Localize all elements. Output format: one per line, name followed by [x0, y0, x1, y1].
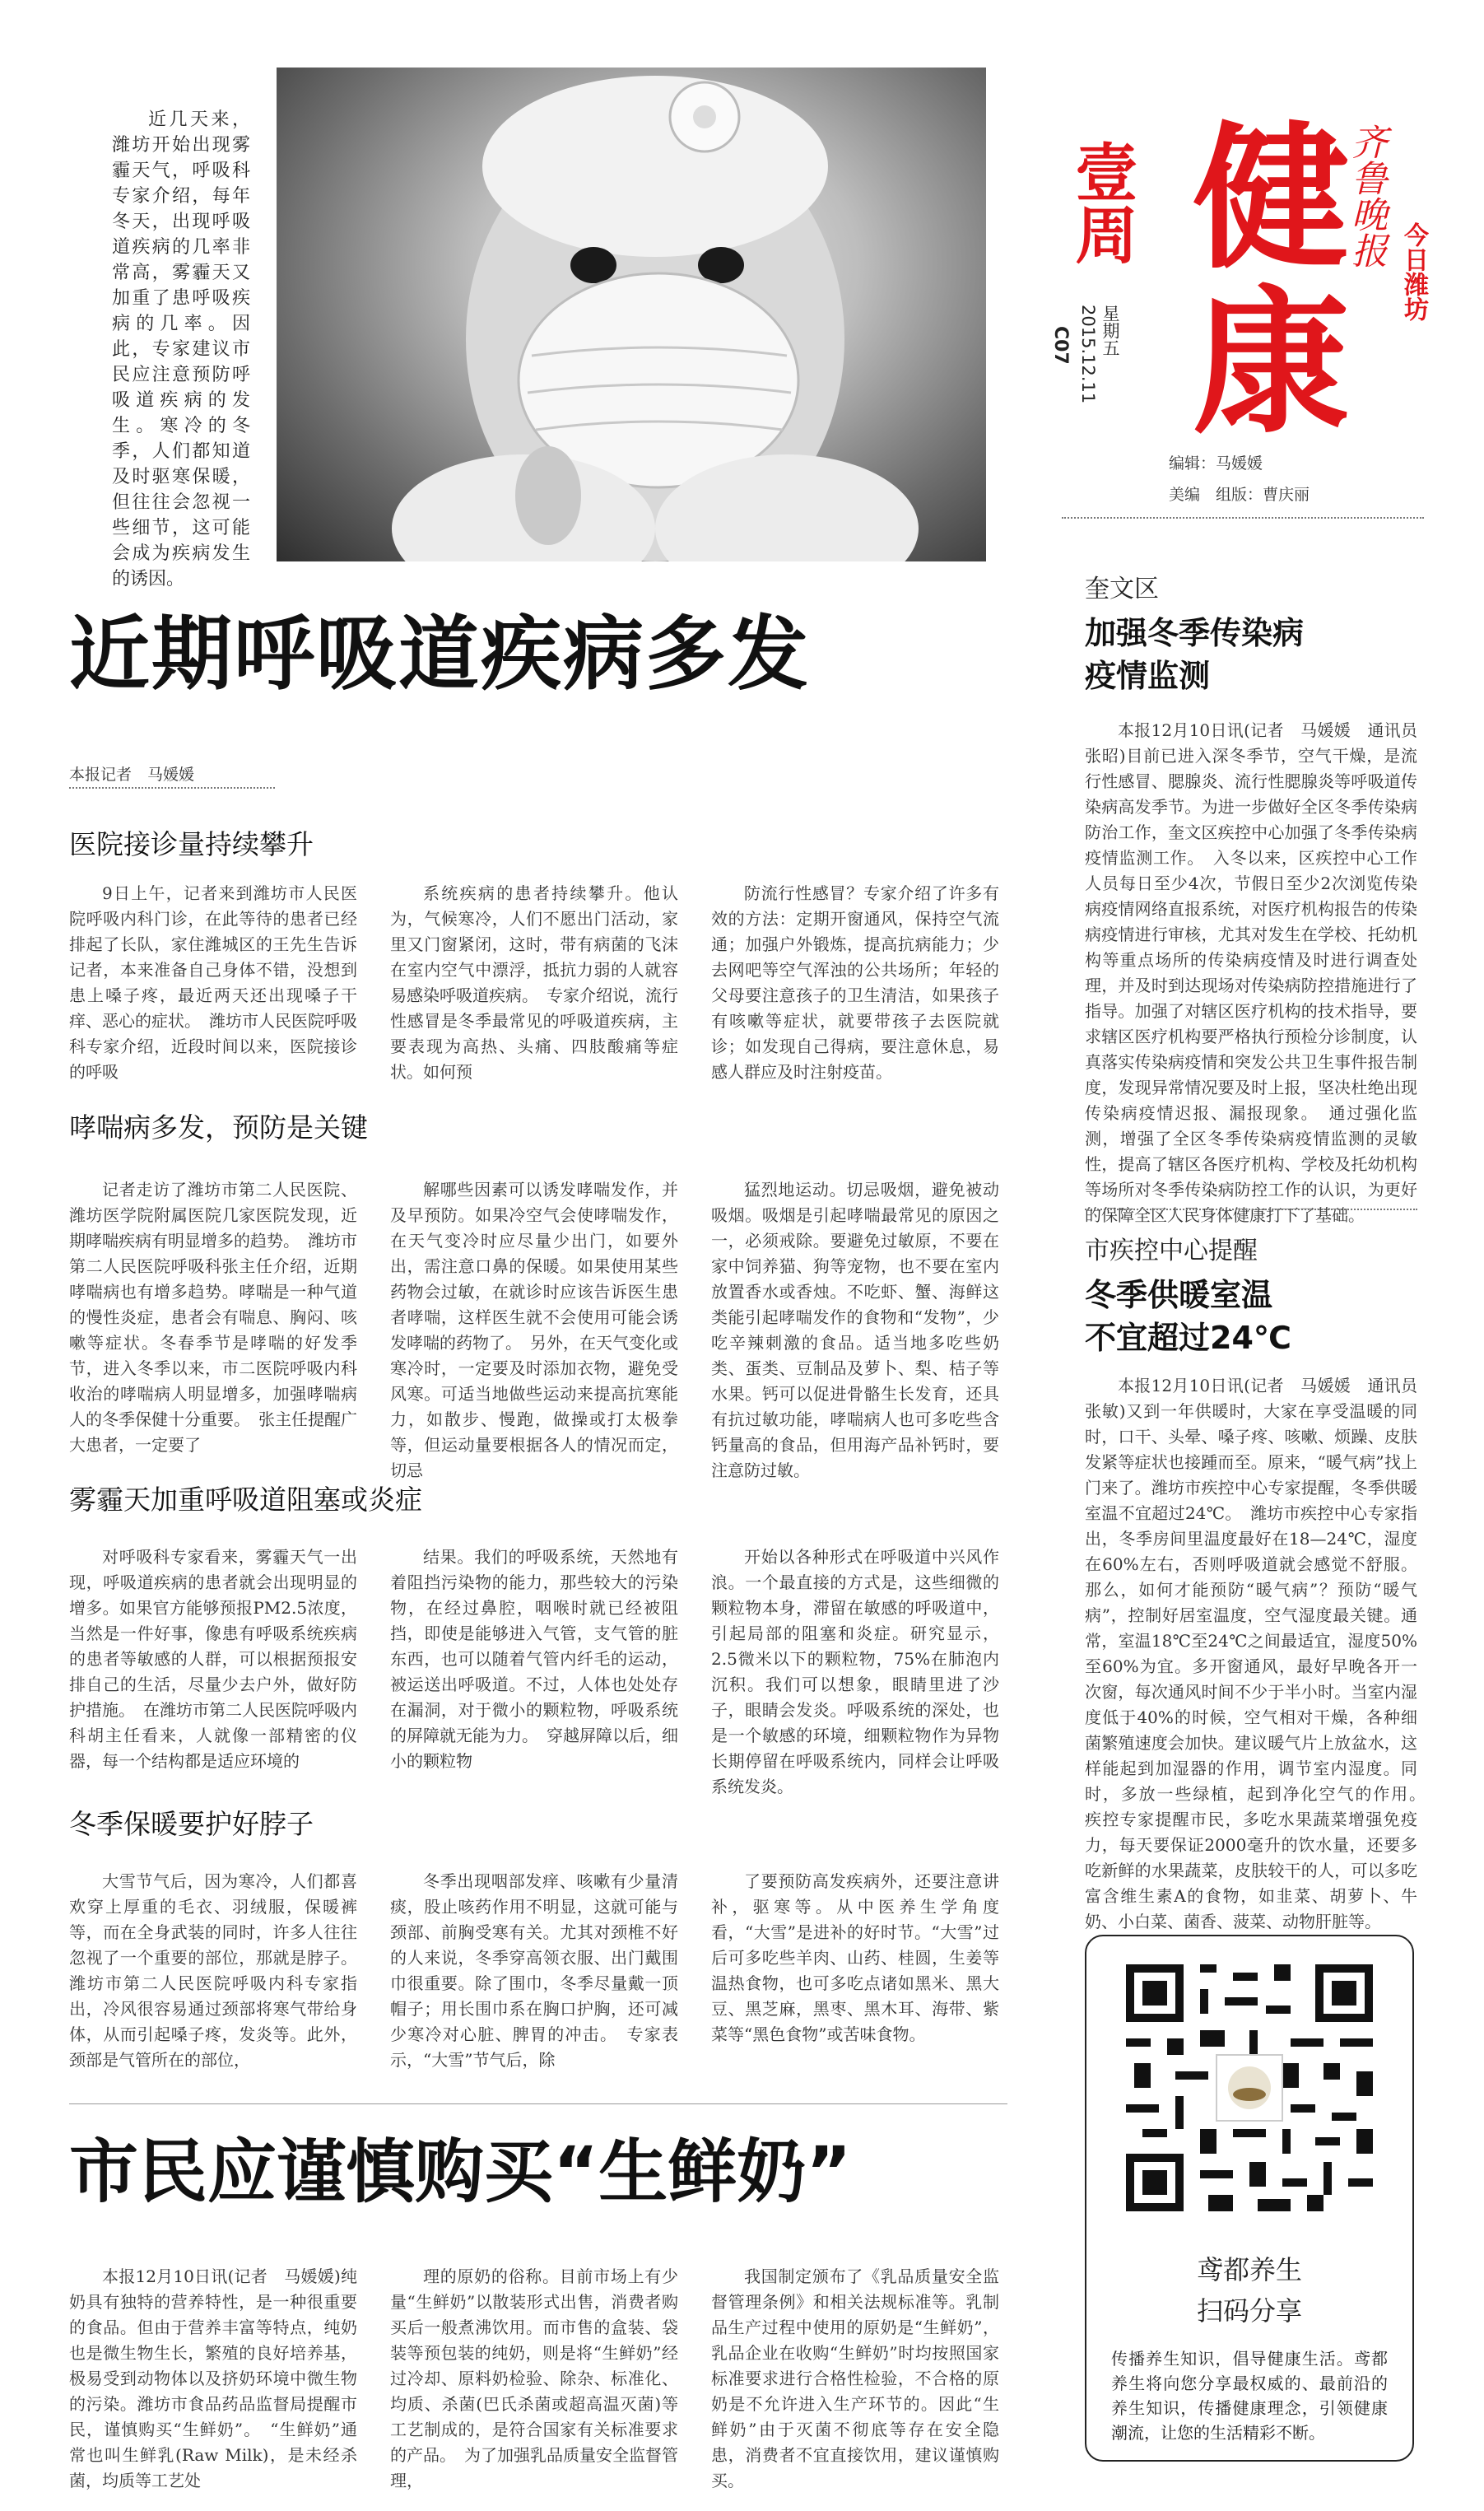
side1-body: 本报12月10日讯(记者 马媛媛 通讯员 张昭)目前已进入深冬季节，空气干燥，是流行性感冒、腮腺炎、流行性腮腺炎等呼吸道传染病高发季节。为进一步做好全区冬季传染病防治工作，奎文区疾控中心加强了冬季传染病疫情监测工作。 入冬以来，区疾控中心工作人员每日至少4次，节假日至少2次浏览传染病疫情网络直报系统，对医疗机构报告的传染病疫情进行审核，尤其对发生在学校、托幼机构等重点场所的传染病疫情及时进行调查处理，并及时到达现场对传染病防控措施进行了指导。加强了对辖区医疗机构的技术指导，要求辖区医疗机构要严格执行预检分诊制度，认真落实传染病疫情和突发公共卫生事件报告制度，发现异常情况要及时上报，坚决杜绝出现传染病疫情迟报、漏报现象。 通过强化监测，增强了全区冬季传染病疫情监测的灵敏性，提高了辖区各医疗机构、学校及托幼机构等场所对冬季传染病防控工作的认识，为更好的保障全区人民身体健康打下了基础。 — [1085, 720, 1434, 1225]
side1-title-line1: 加强冬季传染病 — [1085, 615, 1305, 651]
weekday: 星期五 — [1100, 305, 1120, 356]
side2-body: 本报12月10日讯(记者 马媛媛 通讯员 张敏)又到一年供暖时，大家在享受温暖的同时，口干、头晕、嗓子疼、咳嗽、烦躁、皮肤发紧等症状也接踵而至。原来，“暖气病”找上门来了。潍坊市疾控中心专家提醒，冬季供暖室温不宜超过24℃。 潍坊市疾控中心专家指出，冬季房间里温度最好在18—24℃，湿度在60%左右，否则呼吸道就会感觉不舒服。那么，如何才能预防“暖气病”？预防“暖气病”，控制好居室温度，空气湿度最关键。通常，室温18℃至24℃之间最适宜，湿度50%至60%为宜。多开窗通风，最好早晚各开一次窗，每次通风时间不少于半小时。当室内湿度低于40%的时候，空气相对干燥，各种细菌繁殖速度会加快。建议暖气片上放盆水，这样能起到加湿器的作用，调节室内湿度。同时，多放一些绿植，起到净化空气的作用。 疾控专家提醒市民，多吃水果蔬菜增强免疫力，每天要保证2000毫升的饮水量，还要多吃新鲜的水果蔬菜，皮肤较干的人，可以多吃富含维生素A的食物，如韭菜、胡萝卜、牛奶、小白菜、菌香、菠菜、动物肝脏等。 — [1085, 1376, 1434, 1931]
section4-col1: 大雪节气后，因为寒冷，人们都喜欢穿上厚重的毛衣、羽绒服，保暖裤等，而在全身武装的同时，许多人往往忽视了一个重要的部位，那就是脖子。潍坊市第二人民医院呼吸内科专家指出，冷风很容易通过颈部将寒气带给身体，从而引起嗓子疼，发炎等。此外，颈部是气管所在的部位， — [69, 1871, 357, 2070]
side1-title-line2: 疫情监测 — [1085, 658, 1211, 694]
section-title-2: 哮喘病多发，预防是关键 — [69, 1111, 368, 1144]
milk-col3: 我国制定颁布了《乳品质量安全监督管理条例》和相关法规标准等。乳制品生产过程中使用的原奶是“生鲜奶”，乳品企业在收购“生鲜奶”时均按照国家标准要求进行合格性检验，不合格的原奶是不允许进入生产环节的。因此“生鲜奶”由于灭菌不彻底等存在安全隐患，消费者不宜直接饮用，建议谨慎购买。 — [711, 2266, 999, 2490]
section3-col2: 结果。我们的呼吸系统，天然地有着阻挡污染物的能力，那些较大的污染物，在经过鼻腔，咽喉时就已经被阻挡，即使是能够进入气管，支气管的脏东西，也可以随着气管内纤毛的运动，被运送出呼吸道。不过，人体也处处存在漏洞，对于微小的颗粒物，呼吸系统的屏障就无能为力。 穿越屏障以后，细小的颗粒物 — [390, 1547, 678, 1771]
main-headline: 近期呼吸道疾病多发 — [69, 608, 811, 701]
qr-code-graphic — [1126, 1964, 1373, 2211]
baby-mask-photo — [277, 68, 986, 561]
section3-col3: 开始以各种形式在呼吸道中兴风作浪。一个最直接的方式是，这些细微的颗粒物本身，滞留在敏感的呼吸道中，引起局部的阻塞和炎症。研究显示，2.5微米以下的颗粒物，75%在肺泡内沉积。我们可以想象，眼睛里进了沙子，眼睛会发炎。呼吸系统的深处，也是一个敏感的环境，细颗粒物作为异物长期停留在呼吸系统内，同样会让呼吸系统发炎。 — [711, 1547, 999, 1796]
section3-col1: 对呼吸科专家看来，雾霾天气一出现，呼吸道疾病的患者就会出现明显的增多。如果官方能够预报PM2.5浓度，当然是一件好事，像患有呼吸系统疾病的患者等敏感的人群，可以根据预报安排自己的生活，尽量少去户外，做好防护措施。 在潍坊市第二人民医院呼吸内科胡主任看来，人就像一部精密的仪器，每一个结构都是适应环境的 — [69, 1547, 357, 1771]
side2-title-line2: 不宜超过24℃ — [1085, 1320, 1291, 1356]
section4-col3: 了要预防高发疾病外，还要注意讲补，驱寒等。从中医养生学角度看，“大雪”是进补的好时节。“大雪”过后可多吃些羊肉、山药、桂圆，生姜等温热食物，也可多吃点诸如黑米、黑大豆、黑芝麻，黑枣、黑木耳、海带、紫菜等“黑色食物”或苦味食物。 — [711, 1871, 999, 2044]
page-number: C07 — [1050, 326, 1071, 365]
qr-slogan: 传播养生知识，倡导健康生活。鸢都养生将向您分享最权威的、最前沿的养生知识，传播健康理念，引领健康潮流，让您的生活精彩不断。 — [1111, 2349, 1388, 2443]
paper-name-logo: 齐鲁晚报 — [1345, 123, 1387, 268]
baby-illustration — [277, 68, 986, 561]
milk-headline: 市民应谨慎购买“生鲜奶” — [69, 2131, 852, 2212]
side2-kicker: 市疾控中心提醒 — [1085, 1237, 1258, 1265]
designer-credit: 美编 组版：曹庆丽 — [1169, 486, 1310, 504]
milk-divider — [69, 2103, 1007, 2104]
section2-col2: 解哪些因素可以诱发哮喘发作，并及早预防。如果冷空气会使哮喘发作，在天气变冷时应尽量少出门，如要外出，需注意口鼻的保暖。如果使用某些药物会过敏，在就诊时应该告诉医生患者哮喘，这样医生就不会使用可能会诱发哮喘的药物了。 另外，在天气变化或寒冷时，一定要及时添加衣物，避免受风寒。可适当地做些运动来提高抗寒能力，如散步、慢跑，做操或打太极拳等，但运动量要根据各人的情况而定，切忌 — [390, 1180, 678, 1480]
edition-name: 今日潍坊 — [1399, 222, 1428, 321]
section2-col1: 记者走访了潍坊市第二人民医院、潍坊医学院附属医院几家医院发现，近期哮喘疾病有明显增多的趋势。 潍坊市第二人民医院呼吸科张主任介绍，近期哮喘病也有增多趋势。哮喘是一种气道的慢性炎症，患者会有喘息、胸闷、咳嗽等症状。冬春季节是哮喘的好发季节，进入冬季以来，市二医院呼吸内科收治的哮喘病人明显增多，加强哮喘病人的冬季保健十分重要。 张主任提醒广大患者，一定要了 — [69, 1180, 357, 1455]
section-title-4: 冬季保暖要护好脖子 — [69, 1808, 314, 1840]
weekly-label: 壹周 — [1065, 140, 1138, 265]
section-title-1: 医院接诊量持续攀升 — [69, 828, 314, 860]
qr-code[interactable] — [1126, 1964, 1373, 2211]
section4-col2: 冬季出现咽部发痒、咳嗽有少量清痰，股止咳药作用不明显，这就可能与颈部、前胸受寒有关。尤其对颈椎不好的人来说，冬季穿高领衣服、出门戴围巾很重要。除了围巾，冬季尽量戴一顶帽子；用长围巾系在胸口护胸，还可减少寒冷对心脏、脾胃的冲击。 专家表示，“大雪”节气后，除 — [390, 1871, 678, 2070]
section-title-3: 雾霾天加重呼吸道阻塞或炎症 — [69, 1484, 422, 1516]
milk-col1: 本报12月10日讯(记者 马媛媛)纯奶具有独特的营养特性，是一种很重要的食品。但由于营养丰富等特点，纯奶也是微生物生长，繁殖的良好培养基，极易受到动物体以及挤奶环境中微生物的污染。潍坊市食品药品监督局提醒市民，谨慎购买“生鲜奶”。 “生鲜奶”通常也叫生鲜乳(Raw Milk)，是未经杀菌，均质等工艺处 — [69, 2266, 357, 2490]
masthead-divider — [1062, 517, 1424, 519]
side2-title-line1: 冬季供暖室温 — [1085, 1277, 1273, 1313]
section1-col2: 系统疾病的患者持续攀升。他认为，气候寒冷，人们不愿出门活动，家里又门窗紧闭，这时，带有病菌的飞沫在室内空气中漂浮，抵抗力弱的人就容易感染呼吸道疾病。 专家介绍说，流行性感冒是冬季最常见的呼吸道疾病，主要表现为高热、头痛、四肢酸痛等症状。如何预 — [390, 883, 678, 1082]
section-title: 健康 — [1167, 115, 1349, 445]
qr-name: 鸢都养生 — [1196, 2254, 1302, 2285]
intro-text: 近几天来，潍坊开始出现雾霾天气，呼吸科专家介绍，每年冬天，出现呼吸道疾病的几率非常高，雾霾天又加重了患呼吸疾病的几率。因此，专家建议市民应注意预防呼吸道疾病的发生。寒冷的冬季，人们都知道及时驱寒保暖，但往往会忽视一些细节，这可能会成为疾病发生的诱因。 — [112, 109, 250, 589]
qr-box — [1085, 1935, 1414, 2462]
section1-col3: 防流行性感冒？专家介绍了许多有效的方法：定期开窗通风，保持空气流通；加强户外锻炼，提高抗病能力；少去网吧等空气浑浊的公共场所；年轻的父母要注意孩子的卫生清洁，如果孩子有咳嗽等症状，就要带孩子去医院就诊；如发现自己得病，要注意休息，易感人群应及时注射疫苗。 — [711, 883, 999, 1082]
date: 2015.12.11 — [1078, 305, 1098, 404]
side-divider — [1085, 1209, 1417, 1210]
milk-col2: 理的原奶的俗称。目前市场上有少量“生鲜奶”以散装形式出售，消费者购买后一般煮沸饮用。而市售的盒装、袋装等预包装的纯奶，则是将“生鲜奶”经过冷却、原料奶检验、除杂、标准化、均质、杀菌(巴氏杀菌或超高温灭菌)等工艺制成的，是符合国家有关标准要求的产品。 为了加强乳品质量安全监督管理， — [390, 2266, 678, 2490]
section1-col1: 9日上午，记者来到潍坊市人民医院呼吸内科门诊，在此等待的患者已经排起了长队，家住潍城区的王先生告诉记者，本来准备自己身体不错，没想到患上嗓子疼，最近两天还出现嗓子干痒、恶心的症状。 潍坊市人民医院呼吸科专家介绍，近段时间以来，医院接诊的呼吸 — [69, 883, 357, 1082]
editor-credit: 编辑：马媛媛 — [1169, 454, 1263, 473]
qr-action: 扫码分享 — [1196, 2295, 1302, 2327]
side1-kicker: 奎文区 — [1085, 575, 1159, 603]
byline-divider — [69, 787, 275, 789]
section2-col3: 猛烈地运动。切忌吸烟，避免被动吸烟。吸烟是引起哮喘最常见的原因之一，必须戒除。要避免过敏原，不要在家中饲养猫、狗等宠物，也不要在室内放置香水或香烛。不吃虾、蟹、海鲜这类能引起哮喘发作的食物和“发物”，少吃辛辣刺激的食品。适当地多吃些奶类、蛋类、豆制品及萝卜、梨、桔子等水果。钙可以促进骨骼生长发育，还具有抗过敏功能，哮喘病人也可多吃些含钙量高的食品，但用海产品补钙时，要注意防过敏。 — [711, 1180, 999, 1480]
main-byline: 本报记者 马媛媛 — [69, 766, 195, 784]
